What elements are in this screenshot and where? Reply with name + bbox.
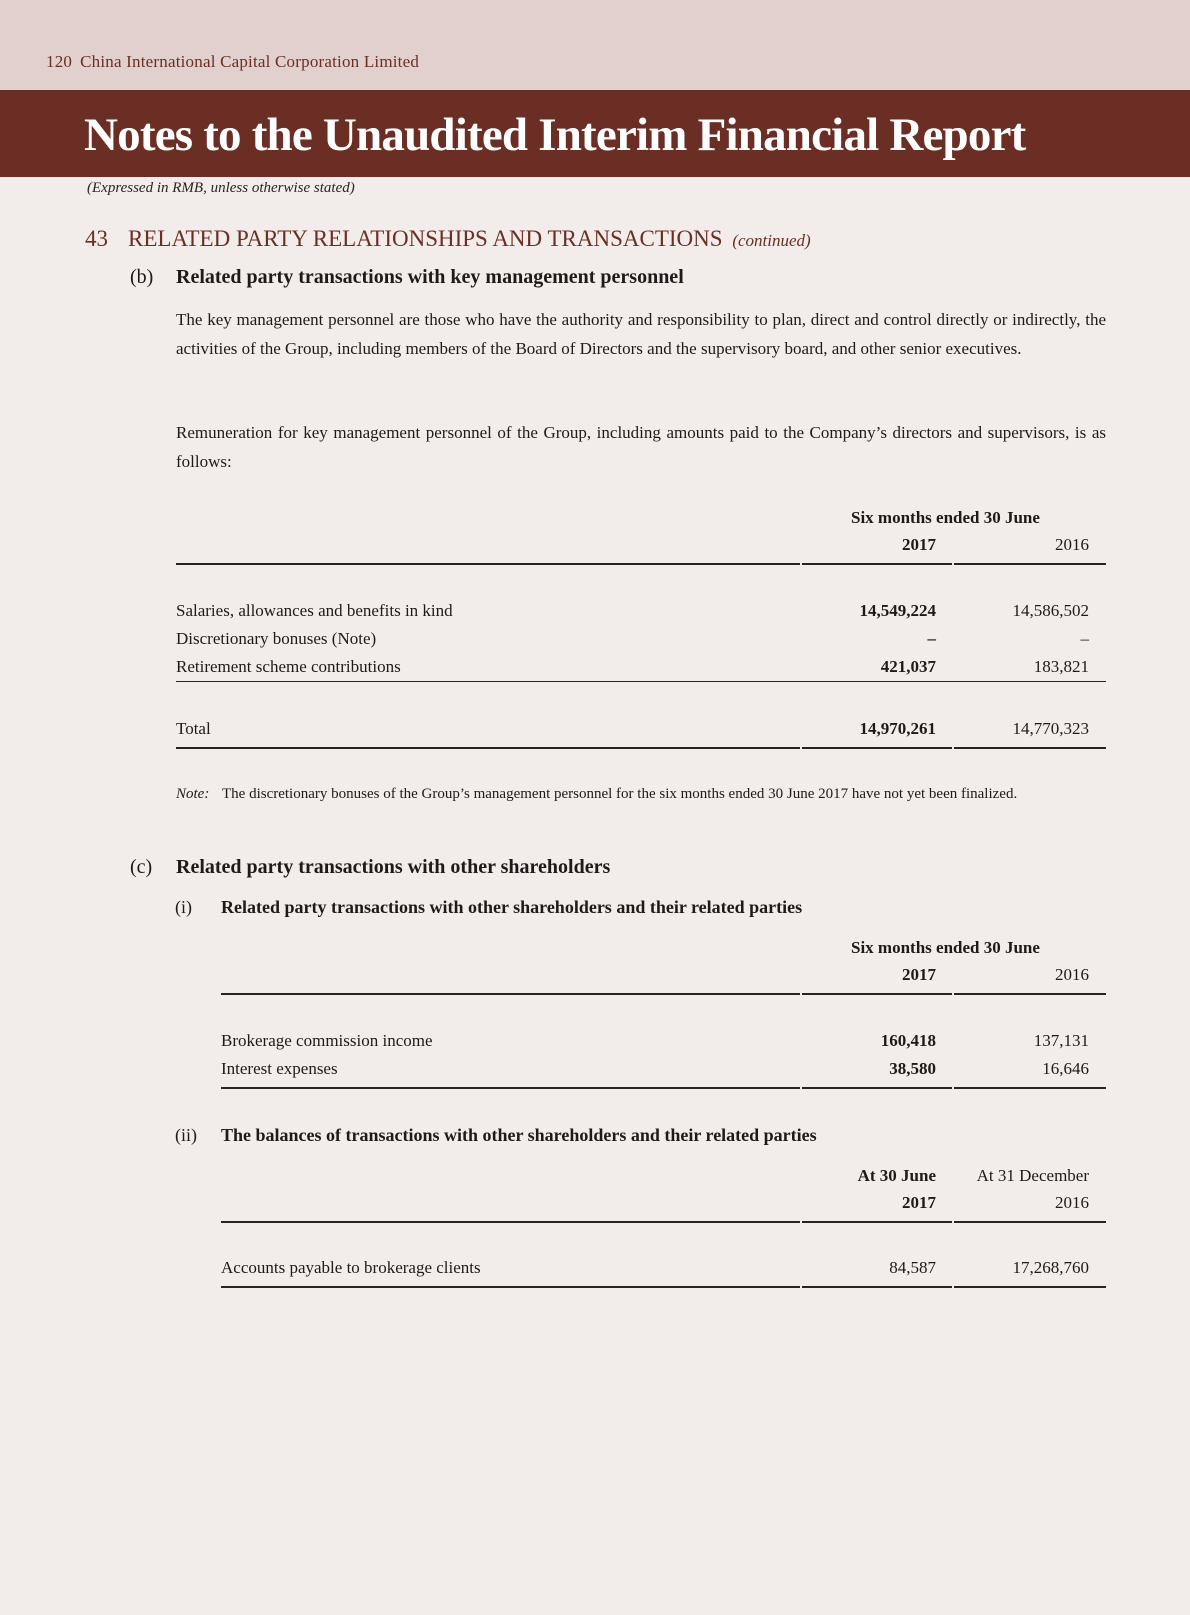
row-label: Discretionary bonuses (Note) bbox=[176, 629, 377, 648]
col-2017-header: 2017 bbox=[902, 535, 936, 554]
header-rule bbox=[221, 1221, 1106, 1223]
section-title bbox=[85, 226, 811, 252]
note-label: Note: bbox=[176, 786, 210, 802]
subsection-c-heading bbox=[130, 856, 611, 879]
subsection-c-ii-title: The balances of transactions with other shareholders and their related parties bbox=[221, 1125, 817, 1145]
row-value-2016: 137,131 bbox=[1033, 1031, 1089, 1050]
note-text: The discretionary bonuses of the Group’s management personnel for the six months ended 30 June 2017 have not yet been finalized. bbox=[222, 786, 1018, 802]
top-band bbox=[0, 0, 1190, 90]
table-bottom-rule bbox=[221, 1286, 1106, 1288]
col-2017-header-line2: 2017 bbox=[902, 1193, 936, 1212]
col-2016-header: 2016 bbox=[1055, 535, 1089, 554]
row-value-2016: 16,646 bbox=[1042, 1059, 1089, 1078]
subsection-c-i-title: Related party transactions with other shareholders and their related parties bbox=[221, 897, 803, 917]
row-value-2017: – bbox=[927, 629, 936, 648]
subsection-b-title: Related party transactions with key management personnel bbox=[176, 266, 684, 288]
row-value-2017: 38,580 bbox=[889, 1059, 936, 1078]
row-value-2017: 14,549,224 bbox=[859, 601, 936, 620]
row-value-2016: – bbox=[1080, 629, 1089, 648]
total-value-2016: 14,770,323 bbox=[1012, 719, 1089, 738]
page-number: 120 bbox=[46, 52, 73, 71]
period-header: Six months ended 30 June bbox=[851, 508, 1040, 527]
paragraph-key-management: The key management personnel are those who have the authority and responsibility to plan, direct and control directly or indirectly, the activities of the Group, including members of the Board of Directors and the supervisory board, and other senior executives. bbox=[176, 310, 1106, 358]
row-label: Retirement scheme contributions bbox=[176, 657, 401, 676]
row-value-2017: 84,587 bbox=[889, 1258, 936, 1277]
page-title: Notes to the Unaudited Interim Financial Report bbox=[84, 109, 1026, 161]
row-value-2017: 421,037 bbox=[880, 657, 936, 676]
subsection-c-ii-heading bbox=[175, 1125, 817, 1146]
section-heading: RELATED PARTY RELATIONSHIPS AND TRANSACTIONS bbox=[128, 226, 723, 251]
subsection-b-mark: (b) bbox=[130, 266, 154, 288]
col-2017-header: 2017 bbox=[902, 965, 936, 984]
title-band bbox=[0, 90, 1190, 177]
row-label: Salaries, allowances and benefits in kind bbox=[176, 601, 453, 620]
subsection-c-i-heading bbox=[175, 897, 803, 918]
company-name: China International Capital Corporation Limited bbox=[80, 52, 420, 71]
table-bottom-rule bbox=[221, 1087, 1106, 1089]
row-label: Brokerage commission income bbox=[221, 1031, 433, 1050]
paragraph-remuneration: Remuneration for key management personnel of the Group, including amounts paid to the Company’s directors and supervisors, is as follows: bbox=[176, 423, 1106, 471]
total-rule bbox=[176, 747, 1106, 749]
subtotal-rule bbox=[176, 681, 1106, 682]
row-value-2016: 17,268,760 bbox=[1012, 1258, 1089, 1277]
subsection-c-title: Related party transactions with other shareholders bbox=[176, 856, 611, 878]
col-2016-header-line2: 2016 bbox=[1055, 1193, 1089, 1212]
row-label: Interest expenses bbox=[221, 1059, 338, 1078]
subsection-c-mark: (c) bbox=[130, 856, 153, 878]
subsection-c-i-mark: (i) bbox=[175, 897, 192, 917]
row-value-2017: 160,418 bbox=[880, 1031, 936, 1050]
running-header bbox=[46, 52, 419, 72]
period-header: Six months ended 30 June bbox=[851, 938, 1040, 957]
header-rule bbox=[221, 993, 1106, 995]
row-value-2016: 183,821 bbox=[1033, 657, 1089, 676]
subsection-b-heading bbox=[130, 266, 684, 289]
total-label: Total bbox=[176, 719, 211, 738]
section-continued: (continued) bbox=[732, 231, 811, 250]
row-label: Accounts payable to brokerage clients bbox=[221, 1258, 481, 1277]
col-2016-header: 2016 bbox=[1055, 965, 1089, 984]
row-value-2016: 14,586,502 bbox=[1012, 601, 1089, 620]
table-note bbox=[176, 781, 1106, 808]
total-value-2017: 14,970,261 bbox=[859, 719, 936, 738]
col-2016-header-line1: At 31 December bbox=[976, 1166, 1089, 1185]
header-rule bbox=[176, 563, 1106, 565]
currency-note: (Expressed in RMB, unless otherwise stated) bbox=[87, 180, 355, 196]
section-number: 43 bbox=[85, 226, 108, 251]
subsection-c-ii-mark: (ii) bbox=[175, 1125, 197, 1145]
col-2017-header-line1: At 30 June bbox=[857, 1166, 936, 1185]
